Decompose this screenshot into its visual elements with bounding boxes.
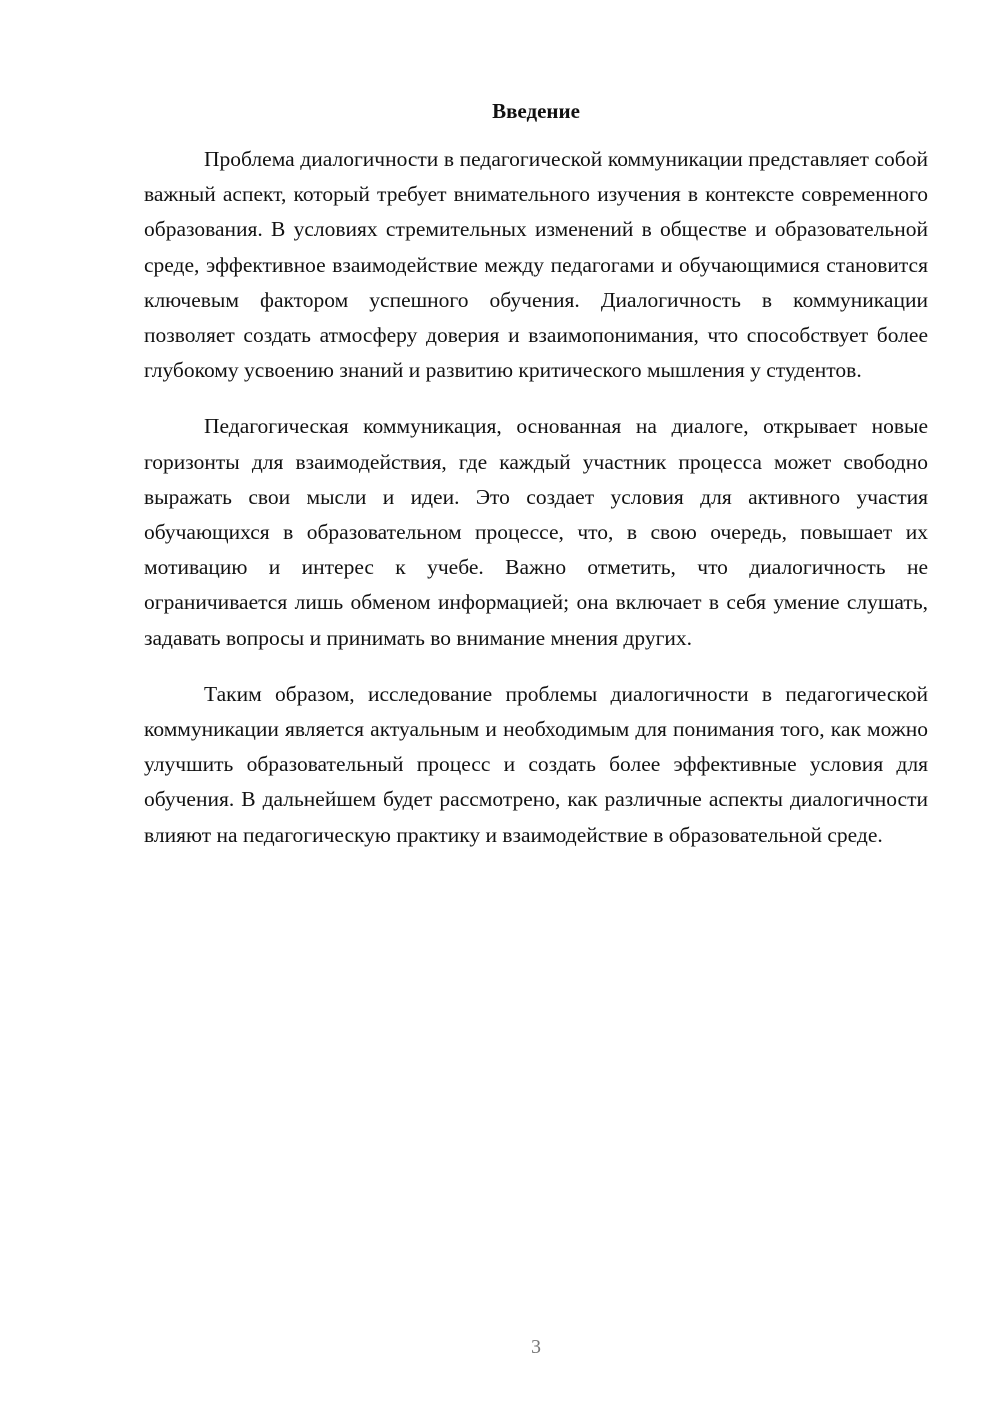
page-number: 3 [531,1336,541,1358]
paragraph-3: Таким образом, исследование проблемы диалогичности в педагогической коммуникации является актуальным и необходимым для понимания того, как можно улучшить образовательный процесс и создать более эффективные условия для обучения. В дальнейшем будет рассмотрено, как различные аспекты диалогичности влияют на педагогическую практику и взаимодействие в образовательной среде. [144,681,928,847]
section-heading: Введение [492,99,580,123]
paragraph-2: Педагогическая коммуникация, основанная на диалоге, открывает новые горизонты для взаимодействия, где каждый участник процесса может свободно выражать свои мысли и идеи. Это создает условия для активного участия обучающихся в образовательном процессе, что, в свою очередь, повышает их мотивацию и интерес к учебе. Важно отметить, что диалогичность не ограничивается лишь обменом информацией; она включает в себя умение слушать, задавать вопросы и принимать во внимание мнения других. [144,414,928,650]
page-content [144,95,928,853]
paragraph-1: Проблема диалогичности в педагогической коммуникации представляет собой важный аспект, который требует внимательного изучения в контексте современного образования. В условиях стремительных изменений в обществе и образовательной среде, эффективное взаимодействие между педагогами и обучающимися становится ключевым фактором успешного обучения. Диалогичность в коммуникации позволяет создать атмосферу доверия и взаимопонимания, что способствует более глубокому усвоению знаний и развитию критического мышления у студентов. [144,147,928,383]
